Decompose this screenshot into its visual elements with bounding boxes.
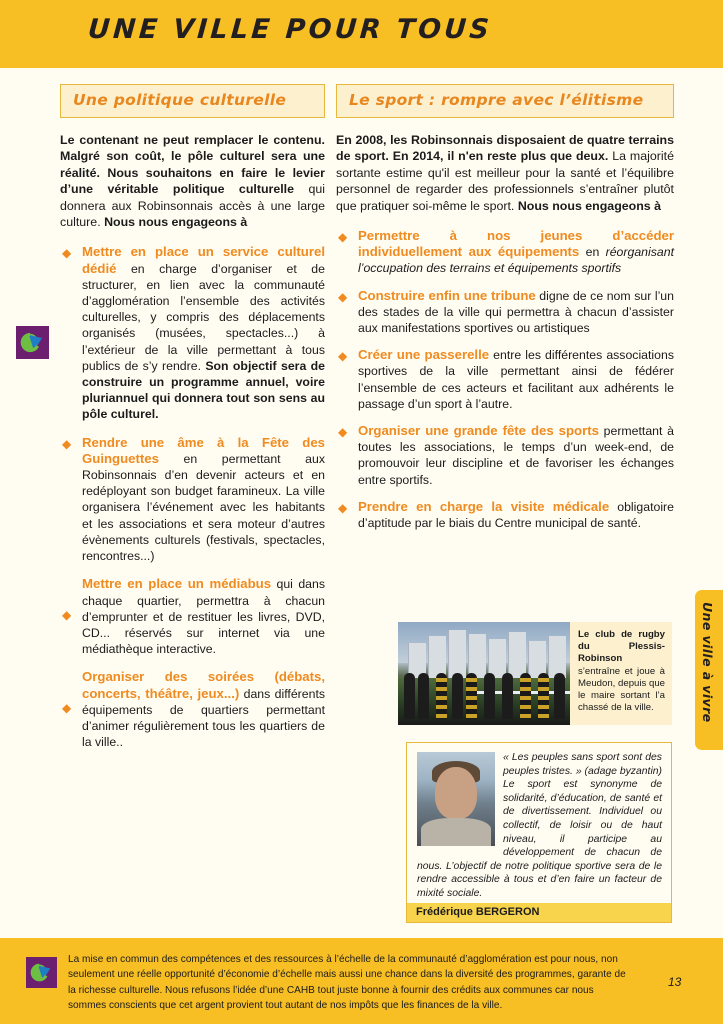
agglomeration-logo-icon xyxy=(16,326,49,359)
intro-paragraph-sport xyxy=(336,132,674,214)
quote-author: Frédérique BERGERON xyxy=(407,903,671,922)
diamond-bullet-icon: ◆ xyxy=(338,230,348,245)
bullet-highlight: Organiser une grande fête des sports xyxy=(358,423,599,439)
diamond-bullet-icon: ◆ xyxy=(338,349,348,364)
intro-paragraph-culture xyxy=(60,132,325,230)
list-item xyxy=(336,288,674,337)
list-item xyxy=(336,499,674,531)
list-item xyxy=(60,435,325,565)
diamond-bullet-icon: ◆ xyxy=(62,607,72,622)
bullet-body: en charge d’organiser et de structurer, en lien avec la communauté d’agglomération l’ensemble des activités culturelles, y compris des déplacements organisés (musées, spectacles...) à l’extérieur de la ville permettant à tous publics de s’y rendre. xyxy=(82,261,325,373)
bullet-list-sport xyxy=(336,228,674,531)
photo-caption xyxy=(570,622,672,725)
bullet-highlight: Mettre en place un médiabus xyxy=(82,576,272,592)
list-item xyxy=(336,228,674,277)
diamond-bullet-icon: ◆ xyxy=(62,436,72,451)
intro-bold-tail: Nous nous engageons à xyxy=(517,198,662,213)
diamond-bullet-icon: ◆ xyxy=(62,246,72,261)
rugby-training-photo xyxy=(398,622,570,725)
side-tab-label: Une ville à vivre xyxy=(700,602,715,723)
section-title-culture: Une politique culturelle xyxy=(73,91,287,109)
bullet-italic-tail: réorganisant l’occupation des terrains et équipements sportifs xyxy=(358,245,674,276)
diamond-bullet-icon: ◆ xyxy=(338,500,348,515)
bullet-highlight: Créer une passerelle xyxy=(358,347,490,363)
list-item xyxy=(336,347,674,412)
bullet-highlight: Rendre une âme à la Fête des Guinguettes xyxy=(82,434,325,466)
bullet-highlight: Construire enfin une tribune xyxy=(358,287,536,303)
avatar xyxy=(417,752,495,846)
bullet-body: digne de ce nom sur l’un des stades de la ville qui permettra à chacun d’assister aux manifestations sportives ou artistiques xyxy=(358,288,674,336)
section-header-sport xyxy=(336,84,674,118)
caption-bold: Le club de rugby du Plessis-Robinson xyxy=(578,629,665,665)
bullet-body: en xyxy=(579,245,606,260)
section-title-sport: Le sport : rompre avec l’élitisme xyxy=(349,91,644,109)
bullet-list-culture xyxy=(60,244,325,750)
bullet-body: qui dans chaque quartier, permettra à chacun d’emprunter et de restituer les livres, DVD, CD... réservés sur internet via une médiathèque interactive. xyxy=(82,577,325,657)
bullet-bold-tail: Son objectif sera de construire un programme annuel, voire pluriannuel qui donnera tout son sens au pôle culturel. xyxy=(82,358,325,422)
section-header-culture xyxy=(60,84,325,118)
intro-bold-tail: Nous nous engageons à xyxy=(104,215,248,230)
list-item xyxy=(60,669,325,750)
bullet-body: dans différents équipements de quartiers permettant d’animer régulièrement tous les quartiers de la ville.. xyxy=(82,686,326,750)
diamond-bullet-icon: ◆ xyxy=(338,289,348,304)
page-number: 13 xyxy=(668,975,682,989)
caption-text: s’entraîne et joue à Meudon, depuis que le maire sortant l’a chassé de la ville. xyxy=(578,665,665,714)
footer-text: La mise en commun des compétences et des ressources à l’échelle de la communauté d’agglomération est pour nous, non seulement une réelle opportunité d’économie d’échelle mais aussi une chance dans la diversité des programmes, garante de la richesse culturelle. Nous refusons l’idée d’une CAHB tout juste bonne à fournir des crédits aux communes car nous sommes conscients que cet argent provient tout autant de nos impôts que les finances de la ville. xyxy=(68,954,626,1011)
quote-box xyxy=(406,742,672,923)
bullet-body: en permettant aux Robinsonnais d’en devenir acteurs et en redéployant son budget faramineux. La ville organisera l’événement avec les habitants et les associations et sera moteur d’autres évènements culturels (festivals, spectacles, rencontres...) xyxy=(82,451,325,564)
intro-bold-lead: Le contenant ne peut remplacer le contenu. Malgré son coût, le pôle culturel sera une réalité. Nous souhaitons en faire le levier d’une véritable politique culturelle xyxy=(60,133,325,197)
bullet-highlight: Permettre à nos jeunes d’accéder individuellement aux équipements xyxy=(358,228,674,260)
left-column xyxy=(60,84,325,762)
quote-text-content: « Les peuples sans sport sont des peuples tristes. » (adage byzantin) Le sport est synonyme de solidarité, d’éducation, de santé et de divertissement. Individuel ou collectif, de loisir ou de haut niveau, il participe au développement de chacun de nous. L’objectif de notre politique sportive sera de le rendre accessible à tous et d’en faire un facteur de mixité sociale. xyxy=(417,752,662,899)
bullet-body: entre les différentes associations sportives de la ville permettant ainsi de fédérer l’ensemble de ces acteurs et facilitant aux adhérents le passage d’un sport à l’autre. xyxy=(358,348,674,411)
diamond-bullet-icon: ◆ xyxy=(338,425,348,440)
right-column xyxy=(336,84,674,542)
bullet-highlight: Mettre en place un service culturel dédié xyxy=(82,244,325,276)
header-band xyxy=(0,0,723,68)
bullet-body: obligatoire d’aptitude par le biais du Centre municipal de santé. xyxy=(358,499,674,531)
list-item xyxy=(60,576,325,657)
quote-body xyxy=(407,743,671,901)
list-item xyxy=(60,244,325,422)
bullet-highlight: Organiser des soirées (débats, concerts, théâtre, jeux...) xyxy=(82,669,325,701)
agglomeration-logo-footer-icon xyxy=(26,957,57,988)
side-tab-une-ville-a-vivre xyxy=(695,590,723,750)
page-title: UNE VILLE POUR TOUS xyxy=(86,14,494,45)
rugby-photo-block xyxy=(398,622,672,725)
bullet-body: permettant à toutes les associations, le temps d’un week-end, de promouvoir leur discipline et de favoriser les échanges entre sportifs. xyxy=(358,424,674,487)
bullet-highlight: Prendre en charge la visite médicale xyxy=(358,498,610,514)
diamond-bullet-icon: ◆ xyxy=(62,700,72,715)
intro-normal: La majorité sortante estime qu'il est meilleur pour la santé et l’équilibre personnel de regarder des professionnels s’entraîner plutôt que pratiquer soi-même le sport. xyxy=(336,149,674,213)
intro-bold-lead: En 2008, les Robinsonnais disposaient de quatre terrains de sport. En 2014, il n'en reste plus que deux. xyxy=(336,133,674,164)
list-item xyxy=(336,423,674,488)
intro-normal: qui donnera aux Robinsonnais accès à une large culture. xyxy=(60,182,326,230)
